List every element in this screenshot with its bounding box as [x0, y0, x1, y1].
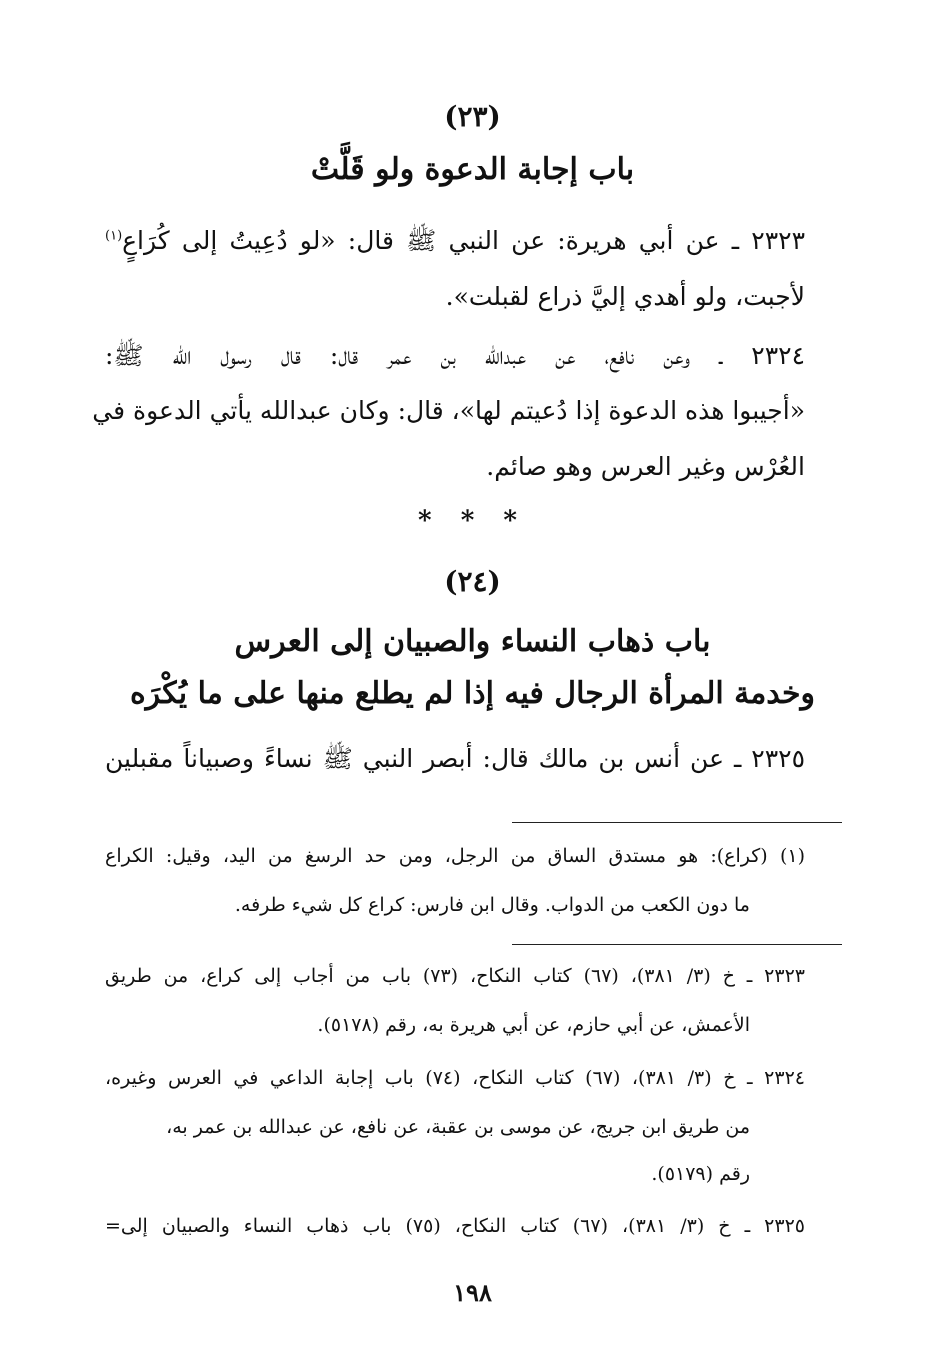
- hadith-line: ٢٣٢٣ ـ عن أبي هريرة: عن النبي ﷺ قال: «لو دُعِيتُ إلى كُرَاعٍ$^{(١)}$: [105, 226, 805, 255]
- footnote-line: (١) (كراع): هو مستدق الساق من الرجل، ومن حد الرسغ من اليد، وقيل: الكراع: [105, 845, 805, 867]
- chapter-title-24-line2: وخدمة المرأة الرجال فيه إذا لم يطلع منها على ما يُكْرَه: [129, 676, 816, 711]
- footnote-line: ما دون الكعب من الدواب. وقال ابن فارس: كراع كل شيء طرفه.: [234, 894, 750, 916]
- hadith-line: لأجبت، ولو أهدي إليَّ ذراع لقبلت».: [445, 282, 805, 311]
- section-number-24: (٢٤): [444, 565, 501, 598]
- chapter-title-23: باب إجابة الدعوة ولو قَلَّتْ: [310, 152, 635, 187]
- reference-line: ٢٣٢٥ ـ خ (٣/ ٣٨١)، (٦٧) كتاب النكاح، (٧٥) باب ذهاب النساء والصبيان إلى=: [105, 1215, 805, 1237]
- footnote-divider: [512, 822, 842, 823]
- reference-line: ٢٣٢٣ ـ خ (٣/ ٣٨١)، (٦٧) كتاب النكاح، (٧٣) باب من أجاب إلى كراع، من طريق: [105, 965, 805, 987]
- reference-line: من طريق ابن جريج، عن موسى بن عقبة، عن نافع، عن عبدالله بن عمر به،: [166, 1116, 750, 1138]
- section-number-23: (٢٣): [444, 100, 501, 133]
- hadith-line: ٢٣٢٤ ـ وعن نافع، عن عبدالله بن عمر قال: قال رسول الله ﷺ:: [105, 341, 805, 370]
- reference-line: رقم (٥١٧٩).: [651, 1163, 750, 1185]
- page-number: ١٩٨: [453, 1278, 492, 1307]
- hadith-line: «أجيبوا هذه الدعوة إذا دُعيتم لها»، قال: وكان عبدالله يأتي الدعوة في: [92, 396, 805, 425]
- footnote-marker: (١): [105, 228, 123, 244]
- section-separator: * * *: [418, 506, 527, 536]
- reference-line: الأعمش، عن أبي حازم، عن أبي هريرة به، رقم (٥١٧٨).: [317, 1014, 750, 1036]
- chapter-title-24-line1: باب ذهاب النساء والصبيان إلى العرس: [234, 624, 711, 659]
- hadith-line: العُرْس وغير العرس وهو صائم.: [486, 452, 805, 481]
- hadith-2325: ٢٣٢٥ ـ عن أنس بن مالك قال: أبصر النبي ﷺ نساءً وصبياناً مقبلين: [105, 744, 805, 773]
- references-divider: [512, 944, 842, 945]
- reference-line: ٢٣٢٤ ـ خ (٣/ ٣٨١)، (٦٧) كتاب النكاح، (٧٤) باب إجابة الداعي في العرس وغيره،: [105, 1067, 805, 1089]
